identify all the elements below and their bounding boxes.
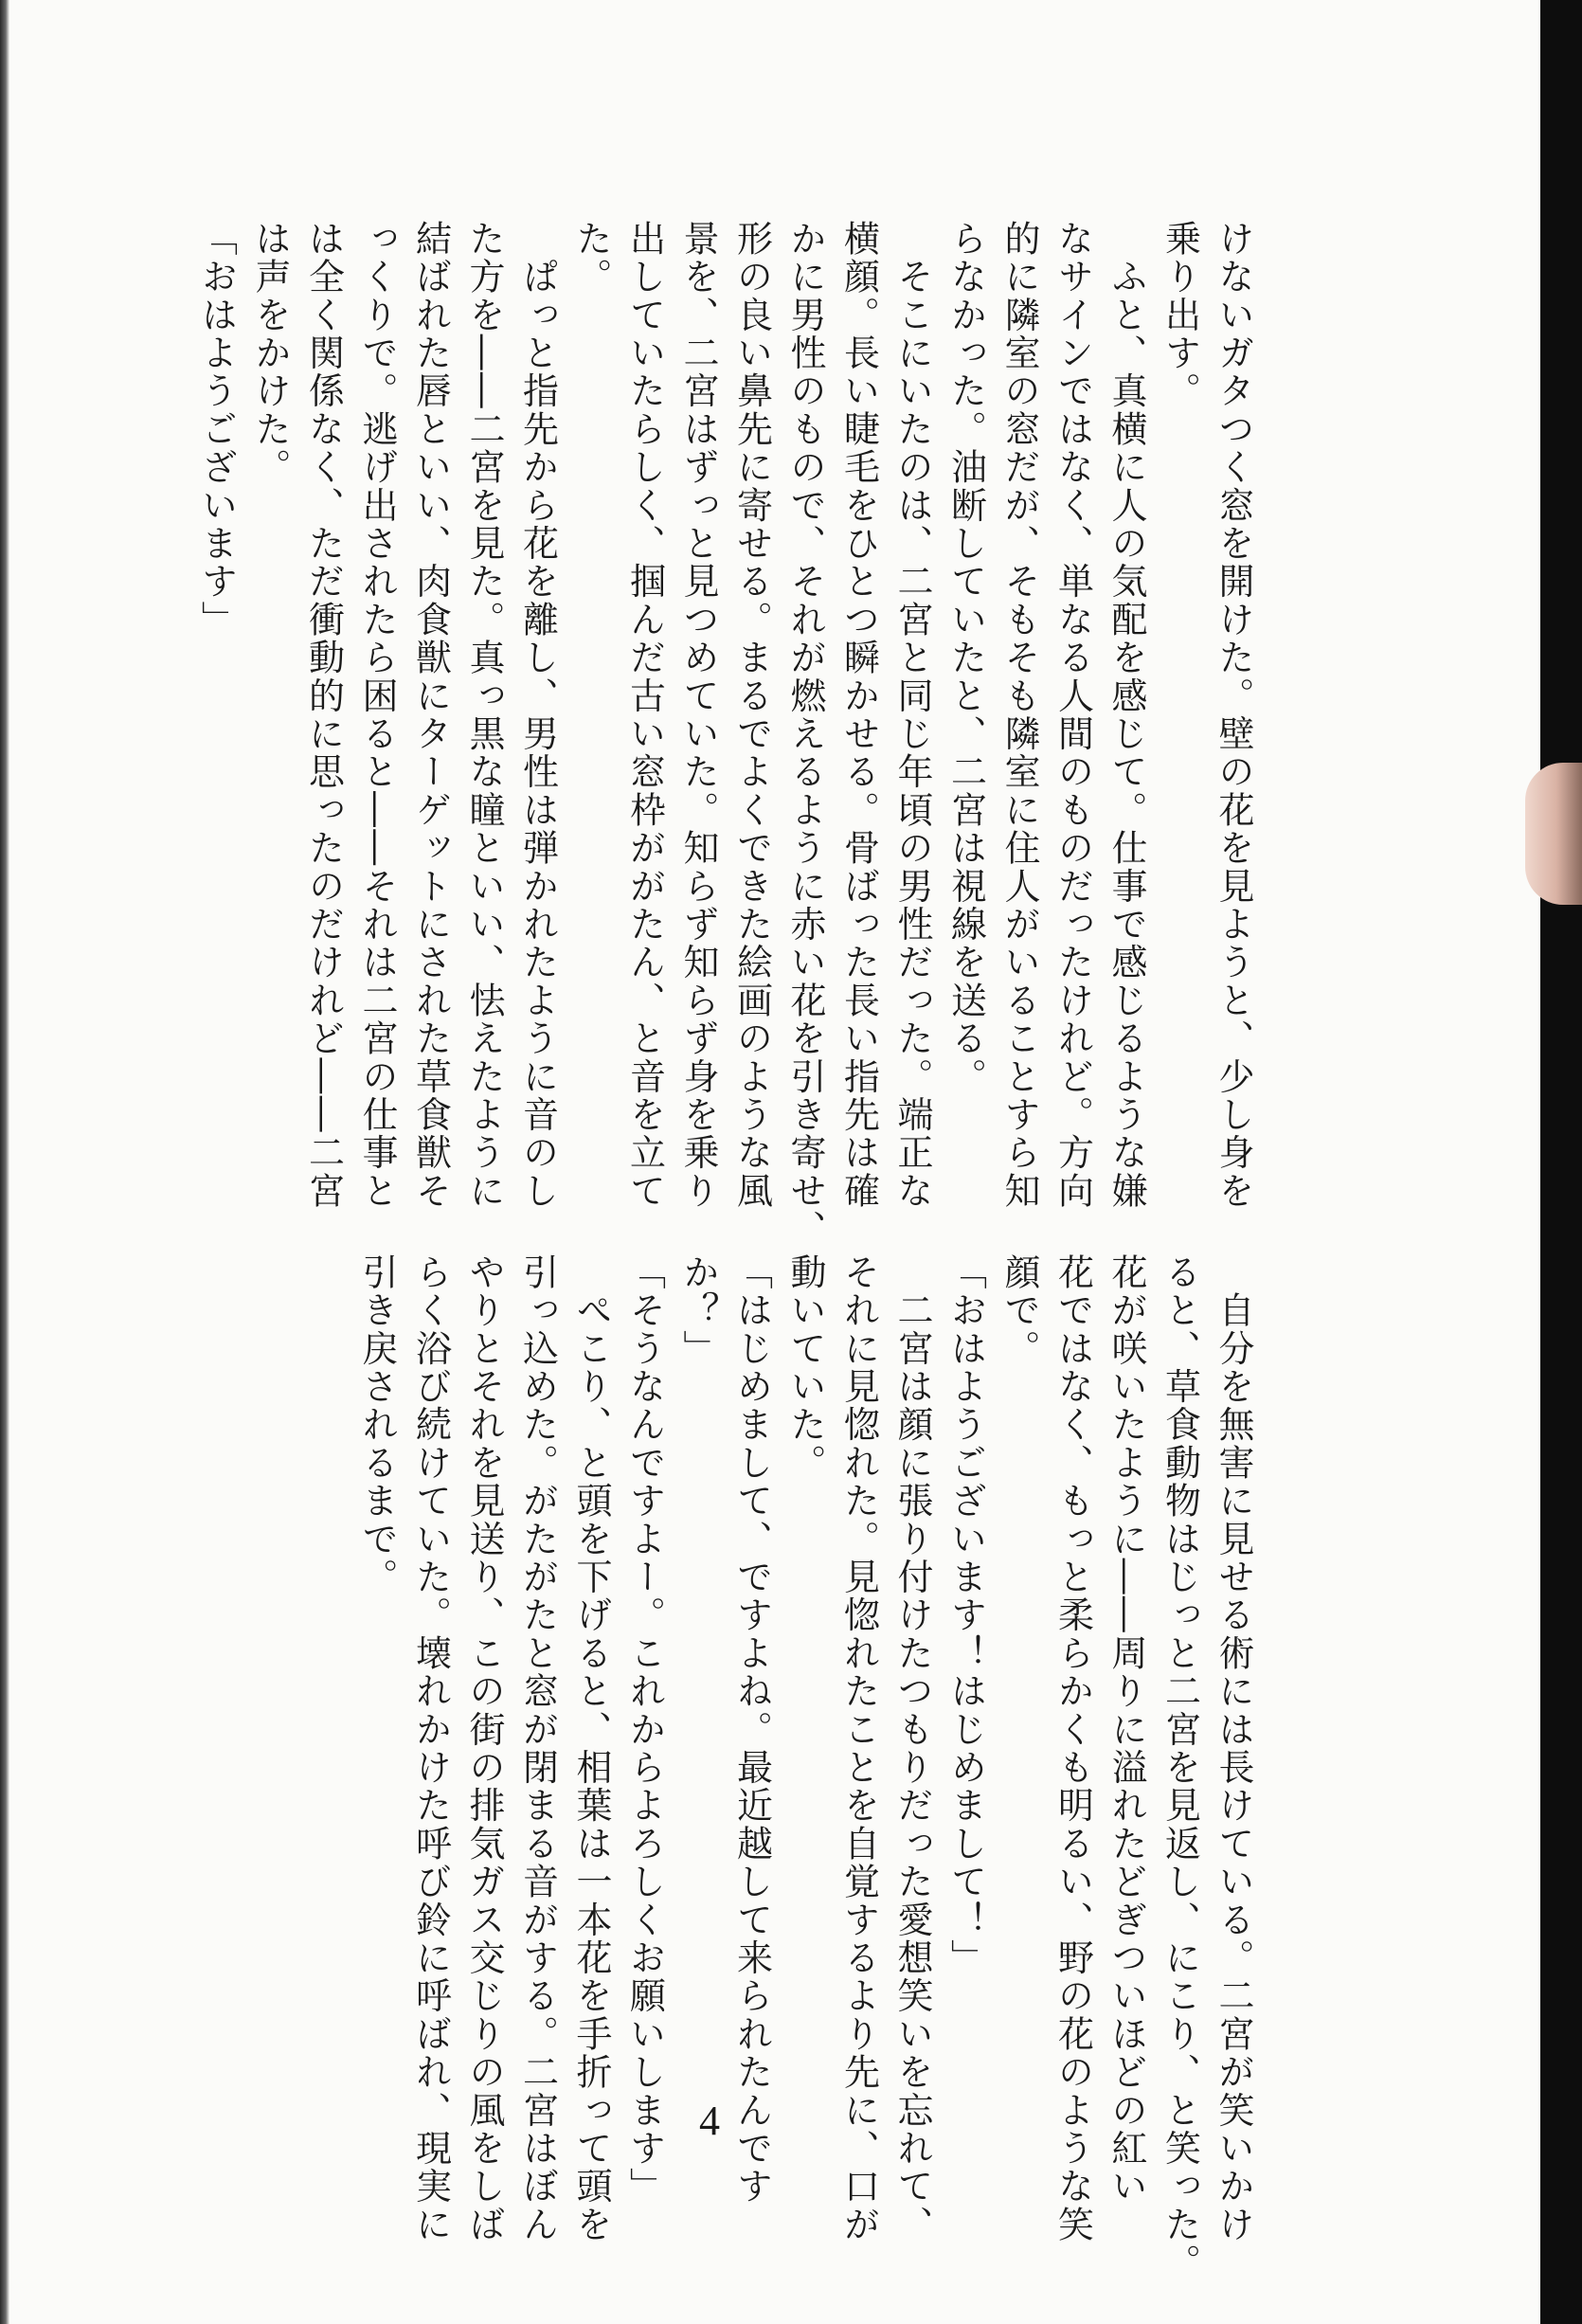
text-line: 「おはようございます！はじめまして！」 [944, 1253, 987, 1977]
text-line: なサインではなく、単なる人間のものだったけれど。方向 [1052, 220, 1094, 1211]
thumb-on-page-edge [1525, 763, 1582, 905]
text-line: 引っ込めた。がたがたと窓が閉まる音がする。二宮はぼん [516, 1253, 559, 2244]
text-line: 花が咲いたように――周りに溢れたどぎついほどの紅い [1106, 1253, 1147, 2206]
page-number: 4 [699, 2098, 720, 2144]
text-line: は全く関係なく、ただ衝動的に思ったのだけれど――二宮 [302, 220, 345, 1211]
page-left-shadow [0, 0, 9, 2324]
lower-text-block [351, 1253, 1261, 2282]
text-line: 「はじめまして、ですよね。最近越して来られたんです [730, 1253, 773, 2206]
text-line: 横顔。長い睫毛をひとつ瞬かせる。骨ばった長い指先は確 [837, 220, 880, 1211]
text-line: 的に隣室の窓だが、そもそも隣室に住人がいることすら知 [998, 220, 1040, 1211]
upper-text-block [189, 220, 1260, 1249]
text-line: かに男性のもので、それが燃えるように赤い花を引き寄せ、 [784, 220, 826, 1249]
text-line: らく浴び続けていた。壊れかけた呼び鈴に呼ばれ、現実に [409, 1253, 452, 2244]
text-line: 二宮は顔に張り付けたつもりだった愛想笑いを忘れて、 [891, 1253, 933, 2244]
text-line: 出していたらしく、掴んだ古い窓枠ががたん、と音を立て [623, 220, 666, 1211]
page-right-edge [1540, 0, 1582, 2324]
text-line: 動いていた。 [784, 1253, 826, 1483]
text-line: 乗り出す。 [1159, 220, 1201, 410]
text-line: 花ではなく、もっと柔らかくも明るい、野の花のような笑 [1052, 1253, 1094, 2244]
text-line: そこにいたのは、二宮と同じ年頃の男性だった。端正な [891, 220, 933, 1211]
text-line: た方を――二宮を見た。真っ黒な瞳といい、怯えたように [463, 220, 505, 1211]
text-line: た。 [570, 220, 612, 297]
text-line: 引き戻されるまで。 [356, 1253, 398, 1596]
text-line: は声をかけた。 [249, 220, 291, 487]
text-line: らなかった。油断していたと、二宮は視線を送る。 [944, 220, 987, 1096]
text-line: ぺこり、と頭を下げると、相葉は一本花を手折って頭を [570, 1253, 612, 2244]
text-line: っくりで。逃げ出されたら困ると――それは二宮の仕事と [356, 220, 398, 1211]
text-line: ぱっと指先から花を離し、男性は弾かれたように音のし [516, 220, 559, 1211]
text-line: ると、草食動物はじっと二宮を見返し、にこり、と笑った。 [1159, 1253, 1201, 2282]
text-line: 景を、二宮はずっと見つめていた。知らず知らず身を乗り [677, 220, 719, 1211]
text-line: 結ばれた唇といい、肉食獣にターゲットにされた草食獣そ [409, 220, 452, 1211]
text-line: それに見惚れた。見惚れたことを自覚するより先に、口が [837, 1253, 880, 2244]
text-line: 「おはようございます」 [195, 220, 238, 640]
text-line: ふと、真横に人の気配を感じて。仕事で感じるような嫌 [1106, 220, 1147, 1211]
text-line: やりとそれを見送り、この街の排気ガス交じりの風をしば [463, 1253, 505, 2244]
text-line: けないガタつく窓を開けた。壁の花を見ようと、少し身を [1213, 220, 1254, 1211]
text-line: 顔で。 [998, 1253, 1040, 1368]
text-line: か？」 [677, 1253, 719, 1368]
text-line: 形の良い鼻先に寄せる。まるでよくできた絵画のような風 [730, 220, 773, 1211]
text-line: 「そうなんですよー。これからよろしくお願いします」 [623, 1253, 666, 2206]
text-line: 自分を無害に見せる術には長けている。二宮が笑いかけ [1213, 1253, 1254, 2244]
